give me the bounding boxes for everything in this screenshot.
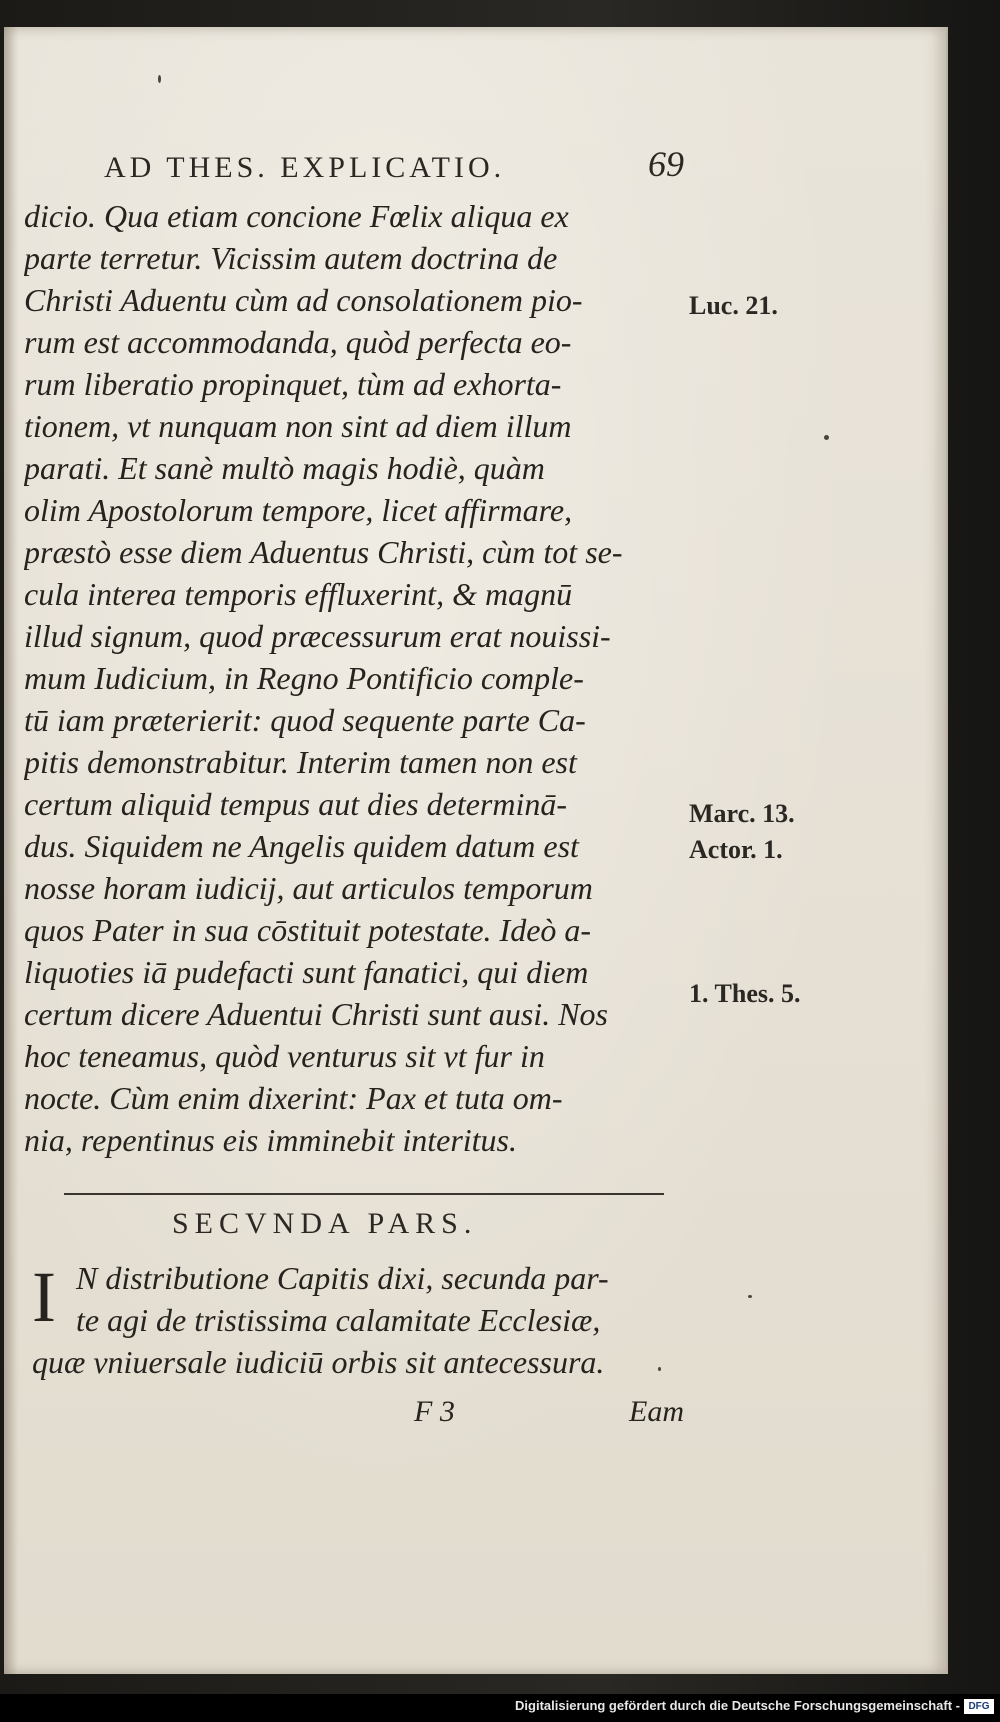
text-line: certum dicere Aduentui Christi sunt ausi. Nos <box>24 996 608 1032</box>
text-line: pitis demonstrabitur. Interim tamen non est <box>24 744 577 780</box>
text-line: tū iam præterierit: quod sequente parte Ca- <box>24 702 586 738</box>
text-line: cula interea temporis effluxerint, & magnū <box>24 576 573 612</box>
text-line: liquoties iā pudefacti sunt fanatici, qui diem <box>24 954 589 990</box>
paper-speck <box>824 435 829 440</box>
section-heading: SECVNDA PARS. <box>172 1207 478 1240</box>
text-line: dus. Siquidem ne Angelis quidem datum est <box>24 828 579 864</box>
text-line: quos Pater in sua cōstituit potestate. Ideò a- <box>24 912 592 948</box>
margin-note-marc: Marc. 13. <box>689 799 795 828</box>
text-line: Christi Aduentu cùm ad consolationem pio- <box>24 282 583 318</box>
text-line: nocte. Cùm enim dixerint: Pax et tuta om- <box>24 1080 563 1116</box>
second-paragraph <box>32 1257 692 1383</box>
book-page <box>4 27 948 1674</box>
text-line: hoc teneamus, quòd venturus sit vt fur in <box>24 1038 545 1074</box>
text-line: dicio. Qua etiam concione Fœlix aliqua ex <box>24 198 569 234</box>
text-line: parati. Et sanè multò magis hodiè, quàm <box>24 450 545 486</box>
paper-speck <box>658 1367 661 1371</box>
paper-speck <box>748 1295 752 1298</box>
catchword: Eam <box>629 1395 684 1428</box>
text-line: illud signum, quod præcessurum erat nouissi- <box>24 618 611 654</box>
signature-mark: F 3 <box>414 1395 455 1428</box>
margin-note-luc: Luc. 21. <box>689 291 778 320</box>
body-text <box>24 195 684 1161</box>
running-head <box>104 143 684 189</box>
footer-bar <box>0 1694 1000 1722</box>
text-line: nia, repentinus eis imminebit interitus. <box>24 1122 517 1158</box>
page-number: 69 <box>648 144 684 184</box>
text-line: rum est accommodanda, quòd perfecta eo- <box>24 324 572 360</box>
text-line: tionem, vt nunquam non sint ad diem illum <box>24 408 572 444</box>
running-head-title: AD THES. EXPLICATIO. <box>104 151 506 184</box>
text-line: rum liberatio propinquet, tùm ad exhorta- <box>24 366 562 402</box>
margin-note-thes: 1. Thes. 5. <box>689 979 801 1008</box>
section-divider <box>64 1193 664 1195</box>
text-line: quæ vniuersale iudiciū orbis sit antecessura. <box>32 1344 605 1380</box>
dfg-logo: DFG <box>964 1699 994 1714</box>
page-gutter-shadow <box>4 27 18 1674</box>
text-line: nosse horam iudicij, aut articulos temporum <box>24 870 593 906</box>
funding-credit: Digitalisierung gefördert durch die Deutsche Forschungsgemeinschaft - <box>515 1698 960 1713</box>
text-line: parte terretur. Vicissim autem doctrina de <box>24 240 558 276</box>
text-line: præstò esse diem Aduentus Christi, cùm tot se- <box>24 534 623 570</box>
signature-line <box>414 1395 684 1437</box>
text-line: mum Iudicium, in Regno Pontificio comple- <box>24 660 584 696</box>
text-line: olim Apostolorum tempore, licet affirmare, <box>24 492 573 528</box>
text-line: N distributione Capitis dixi, secunda par- <box>76 1260 609 1296</box>
paper-speck <box>158 75 161 83</box>
text-line: te agi de tristissima calamitate Ecclesiæ, <box>76 1302 601 1338</box>
margin-note-actor: Actor. 1. <box>689 835 783 864</box>
text-line: certum aliquid tempus aut dies determinā- <box>24 786 568 822</box>
drop-capital: I <box>32 1257 56 1337</box>
